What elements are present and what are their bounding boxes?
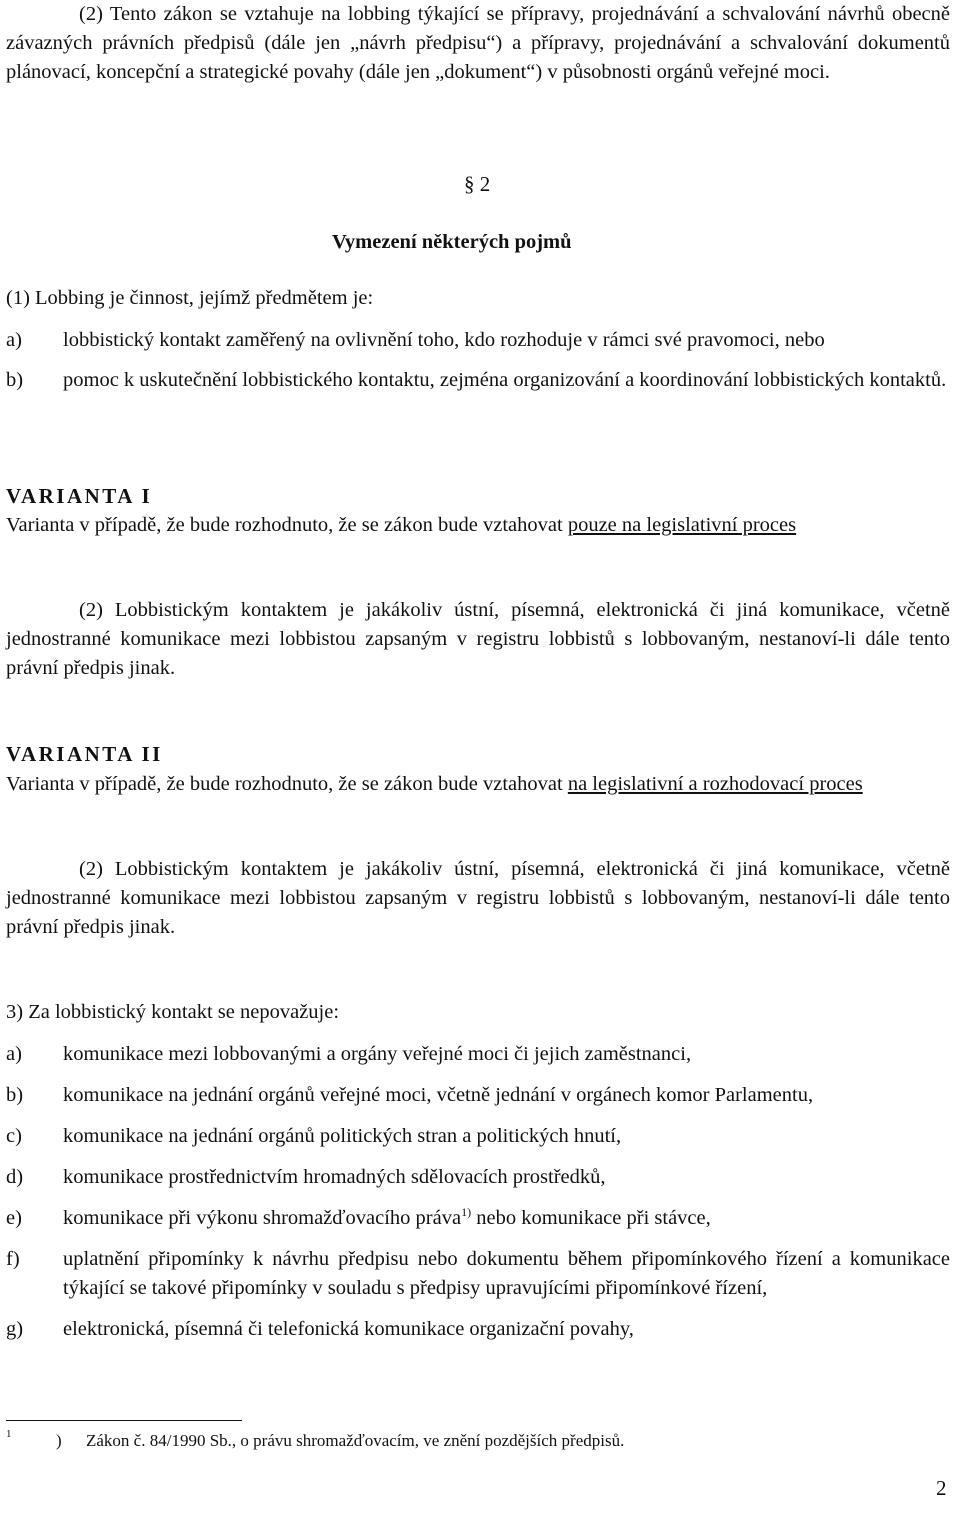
variant2-description [6, 770, 954, 799]
variant2-desc-underlined: na legislativní a rozhodovací proces [567, 773, 863, 795]
variant2-heading: VARIANTA II [6, 742, 163, 766]
exclusions-intro: 3) Za lobbistický kontakt se nepovažuje: [6, 1001, 340, 1023]
footnote-paren: ) [56, 1431, 62, 1450]
list-item-mark: e) [6, 1207, 22, 1229]
list-item [6, 1040, 950, 1069]
list-item-mark: a) [6, 1043, 22, 1065]
list-item-text: lobbistický kontakt zaměřený na ovlivnění toho, kdo rozhoduje v rámci své pravomoci, nebo [63, 329, 825, 351]
list-item-text: pomoc k uskutečnění lobbistického kontaktu, zejména organizování a koordinování lobbistických kontaktů. [63, 369, 947, 391]
list-item [6, 1163, 950, 1192]
list-item [6, 1204, 950, 1233]
list-item-text: komunikace na jednání orgánů politických stran a politických hnutí, [63, 1125, 622, 1147]
definition-list [6, 326, 950, 406]
section-title: Vymezení některých pojmů [332, 231, 572, 253]
list-item-text: komunikace prostřednictvím hromadných sdělovacích prostředků, [63, 1166, 606, 1188]
footnote-text: Zákon č. 84/1990 Sb., o právu shromažďovacím, ve znění pozdějších předpisů. [86, 1431, 625, 1450]
list-item-text-after: nebo komunikace při stávce, [471, 1207, 711, 1229]
variant1-description [6, 511, 954, 540]
definition-intro: (1) Lobbing je činnost, jejímž předmětem je: [6, 287, 374, 309]
list-item-mark: c) [6, 1125, 22, 1147]
list-item-mark: b) [6, 369, 24, 391]
variant1-desc-underlined: pouze na legislativní proces [567, 514, 797, 536]
list-item-mark: b) [6, 1084, 24, 1106]
exclusions-list [6, 1040, 950, 1356]
list-item-mark: g) [6, 1318, 24, 1340]
list-item-mark: d) [6, 1166, 24, 1188]
variant1-heading: VARIANTA I [6, 484, 153, 508]
list-item [6, 1315, 950, 1344]
variant1-desc-text: Varianta v případě, že bude rozhodnuto, že se zákon bude vztahovat [6, 514, 568, 536]
footnote-number: 1 [6, 1428, 12, 1440]
list-item-text: komunikace mezi lobbovanými a orgány veřejné moci či jejich zaměstnanci, [63, 1043, 692, 1065]
list-item [6, 1245, 950, 1303]
list-item [6, 326, 950, 355]
list-item [6, 366, 950, 395]
footnote-reference: 1) [461, 1205, 472, 1219]
list-item-text: komunikace při výkonu shromažďovacího práva [63, 1207, 462, 1229]
list-item-text: uplatnění připomínky k návrhu předpisu nebo dokumentu během připomínkového řízení a komunikace týkající se takové připomínky v souladu s předpisy upravujícími připomínkové řízení, [63, 1248, 950, 1299]
list-item-text: elektronická, písemná či telefonická komunikace organizační povahy, [63, 1318, 634, 1340]
footnote-divider [6, 1420, 242, 1421]
list-item [6, 1122, 950, 1151]
list-item-mark: f) [6, 1248, 20, 1270]
variant2-paragraph: (2) Lobbistickým kontaktem je jakákoliv ústní, písemná, elektronická či jiná komunikace, včetně jednostranné komunikace mezi lobbistou zapsaným v registru lobbistů s lobbovaným, nestanoví-li dále tento právní předpis jinak. [6, 858, 950, 938]
variant1-paragraph: (2) Lobbistickým kontaktem je jakákoliv ústní, písemná, elektronická či jiná komunikace, včetně jednostranné komunikace mezi lobbistou zapsaným v registru lobbistů s lobbovaným, nestanoví-li dále tento právní předpis jinak. [6, 599, 950, 679]
variant2-desc-text: Varianta v případě, že bude rozhodnuto, že se zákon bude vztahovat [6, 773, 568, 795]
list-item [6, 1081, 950, 1110]
page-number: 2 [936, 1476, 947, 1500]
list-item-mark: a) [6, 329, 22, 351]
section-sign: § 2 [464, 172, 491, 196]
list-item-text: komunikace na jednání orgánů veřejné moci, včetně jednání v orgánech komor Parlamentu, [63, 1084, 814, 1106]
intro-paragraph: (2) Tento zákon se vztahuje na lobbing týkající se přípravy, projednávání a schvalování návrhů obecně závazných právních předpisů (dále jen „návrh předpisu“) a přípravy, projednávání a schvalování dokumentů plánovací, koncepční a strategické povahy (dále jen „dokument“) v působnosti orgánů veřejné moci. [6, 3, 950, 83]
